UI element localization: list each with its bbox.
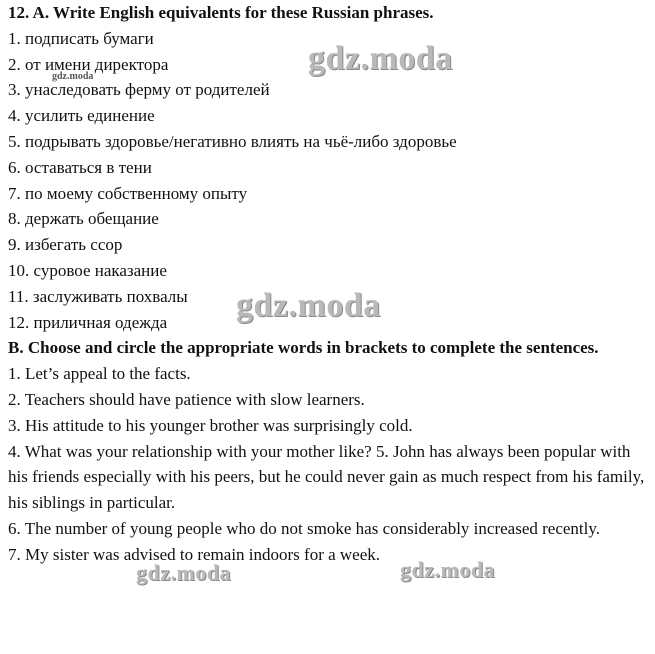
section-a-heading: 12. A. Write English equivalents for these Russian phrases.	[8, 3, 434, 22]
watermark-logo: gdz.moda	[400, 557, 496, 582]
section-a-item: 2. от имени директора	[8, 54, 169, 74]
watermark-logo: gdz.moda	[308, 40, 453, 77]
section-b-heading: B. Choose and circle the appropriate words in brackets to complete the sentences.	[8, 338, 599, 358]
section-b-item: 3. His attitude to his younger brother was surprisingly cold.	[8, 415, 413, 435]
section-a-item: 3. унаследовать ферму от родителей	[8, 80, 270, 100]
section-a-item: 8. держать обещание	[8, 209, 159, 229]
watermark-logo: gdz.moda	[136, 560, 232, 585]
section-b-item: 1. Let’s appeal to the facts.	[8, 364, 191, 384]
document-page	[8, 0, 648, 568]
section-a-item: 1. подписать бумаги	[8, 28, 154, 48]
section-a-item: 11. заслуживать похвалы	[8, 286, 188, 306]
section-a-item: 7. по моему собственному опыту	[8, 183, 248, 203]
section-b-item: 2. Teachers should have patience with slow learners.	[8, 389, 365, 409]
section-a-item: 12. приличная одежда	[8, 312, 168, 332]
watermark-logo: gdz.moda	[236, 287, 381, 324]
section-a-item: 6. оставаться в тени	[8, 157, 152, 177]
section-a-item: 4. усилить единение	[8, 106, 155, 126]
watermark-small: gdz.moda	[52, 71, 94, 82]
section-a-item: 5. подрывать здоровье/негативно влиять на чьё-либо здоровье	[8, 131, 457, 151]
section-a-item: 10. суровое наказание	[8, 260, 167, 280]
section-b-item: 7. My sister was advised to remain indoors for a week.	[8, 544, 381, 564]
section-b-item: 4. What was your relationship with your mother like? 5. John has always been popular with his friends especially with his peers, but he could never gain as much respect from his family, his siblings in particular.	[8, 441, 645, 513]
section-a-item: 9. избегать ссор	[8, 235, 123, 255]
section-b-item: 6. The number of young people who do not smoke has considerably increased recently.	[8, 518, 601, 538]
